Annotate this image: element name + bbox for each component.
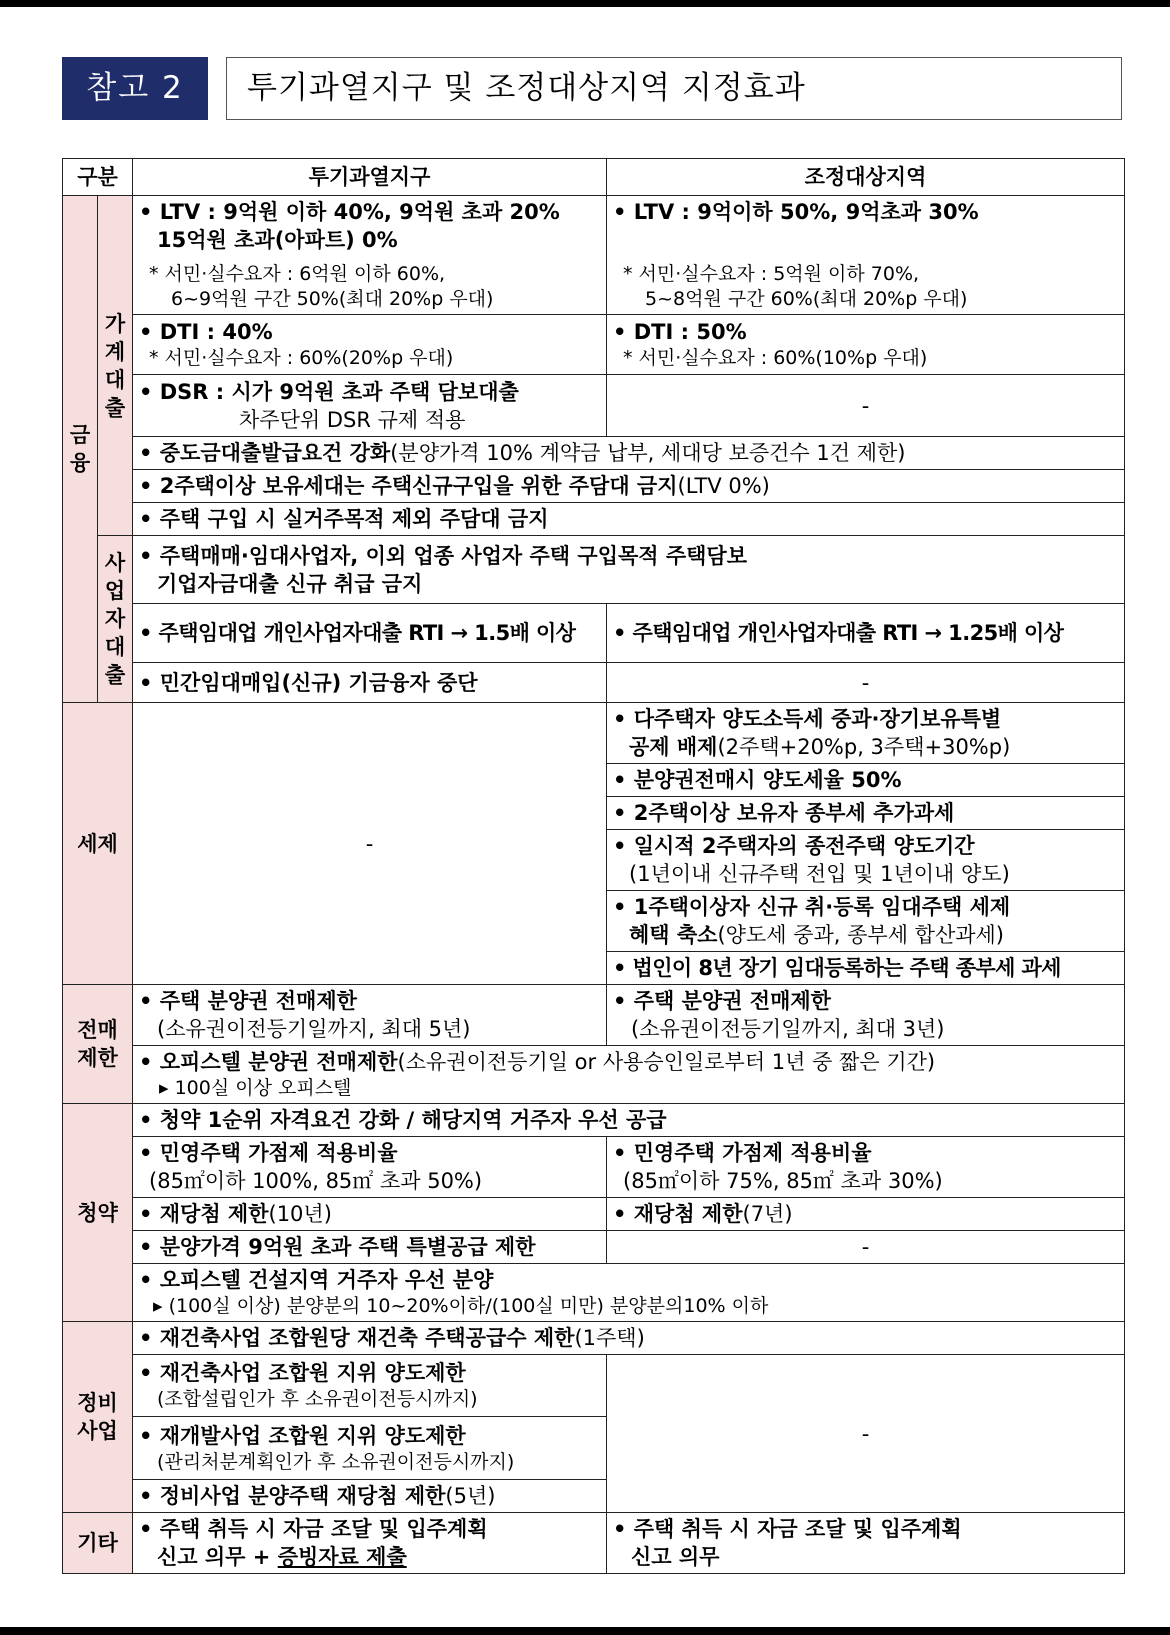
- table-row: [63, 1231, 1125, 1264]
- redevelopment-item-1-bold: • 재건축사업 조합원당 재건축 주택공급수 제한: [139, 1326, 575, 1350]
- rewin-overheated-bold: • 재당첨 제한: [139, 1202, 269, 1226]
- resale-adjustment-line1: • 주택 분양권 전매제한: [613, 989, 831, 1013]
- other-overheated-line2a: 신고 의무 +: [157, 1545, 278, 1569]
- midpayment-bold: • 중도금대출발급요건 강화: [139, 441, 391, 465]
- other-overheated-line1: • 주택 취득 시 자금 조달 및 입주계획: [139, 1517, 488, 1541]
- redevelopment-item-2: [133, 1355, 607, 1417]
- table-row: [63, 1264, 1125, 1322]
- table-row: [63, 1355, 1125, 1417]
- ltv-overheated-note2: 6~9억원 구간 50%(최대 20%p 우대): [171, 288, 494, 310]
- dsr-line1: • DSR : 시가 9억원 초과 주택 담보대출: [139, 379, 519, 404]
- table-row: [63, 375, 1125, 437]
- tax-item-1: [607, 703, 1125, 764]
- table-header-row: [63, 159, 1125, 196]
- table-row: [63, 604, 1125, 663]
- tax-item-4-line2: (1년이내 신규주택 전입 및 1년이내 양도): [629, 862, 1010, 886]
- ltv-overheated: [133, 196, 607, 315]
- dsr-overheated: [133, 375, 607, 437]
- midpayment-loan: [133, 437, 1125, 470]
- special-supply-dash: -: [607, 1231, 1125, 1264]
- rewin-overheated-detail: (10년): [268, 1202, 332, 1226]
- rti-overheated: • 주택임대업 개인사업자대출 RTI → 1.5배 이상: [133, 604, 607, 663]
- tax-item-5-detail: (양도세 중과, 종부세 합산과세): [717, 923, 1005, 947]
- tax-item-5-line1: • 1주택이상자 신규 취·등록 임대주택 세제: [613, 895, 1011, 919]
- redevelopment-item-2-line1: • 재건축사업 조합원 지위 양도제한: [139, 1361, 466, 1385]
- table-row: [63, 663, 1125, 703]
- other-adjustment-line2: 신고 의무: [631, 1545, 720, 1569]
- redevelopment-adjustment-dash: -: [607, 1355, 1125, 1513]
- table-row: [63, 536, 1125, 604]
- tax-item-2: • 분양권전매시 양도세율 50%: [607, 764, 1125, 797]
- subscription-point-adjustment-line1: • 민영주택 가점제 적용비율: [613, 1141, 872, 1165]
- category-other: 기타: [63, 1513, 133, 1574]
- subscription-point-adjustment-line2: (85㎡이하 75%, 85㎡ 초과 30%): [623, 1169, 943, 1193]
- tax-item-5: [607, 891, 1125, 952]
- category-resale: 전매 제한: [63, 985, 133, 1104]
- other-overheated-line2b: 증빙자료 제출: [277, 1545, 407, 1569]
- dti-overheated: [133, 315, 607, 375]
- two-house-bold: • 2주택이상 보유세대는 주택신규구입을 위한 주담대 금지: [139, 474, 678, 498]
- special-supply-limit: • 분양가격 9억원 초과 주택 특별공급 제한: [133, 1231, 607, 1264]
- ltv-overheated-note1: * 서민·실수요자 : 6억원 이하 60%,: [149, 263, 446, 285]
- dti-adjustment: [607, 315, 1125, 375]
- table-row: [63, 1046, 1125, 1104]
- business-loan-line1: • 주택매매·임대사업자, 이외 업종 사업자 주택 구입목적 주택담보: [139, 543, 748, 568]
- table-row: [63, 703, 1125, 764]
- table-row: [63, 1513, 1125, 1574]
- dti-adjustment-note: * 서민·실수요자 : 60%(10%p 우대): [623, 347, 928, 369]
- tax-item-1-line1: • 다주택자 양도소득세 중과·장기보유특별: [613, 707, 1002, 731]
- other-adjustment: [607, 1513, 1125, 1574]
- tax-item-3: • 2주택이상 보유자 종부세 추가과세: [607, 797, 1125, 830]
- officetel-priority-note: ▸ (100실 이상) 분양분의 10~20%이하/(100실 미만) 분양분의10% 이하: [153, 1295, 769, 1317]
- redevelopment-item-3: [133, 1417, 607, 1480]
- bottom-border: [0, 1627, 1170, 1635]
- business-loan-ban: [133, 536, 1125, 604]
- resale-overheated: [133, 985, 607, 1046]
- officetel-priority: [133, 1264, 1125, 1322]
- redevelopment-item-1-detail: (1주택): [574, 1326, 645, 1350]
- reference-badge: 참고 2: [62, 57, 208, 120]
- other-adjustment-line1: • 주택 취득 시 자금 조달 및 입주계획: [613, 1517, 962, 1541]
- redevelopment-item-2-line2: (조합설립인가 후 소유권이전등시까지): [157, 1388, 478, 1410]
- redevelopment-item-4-bold: • 정비사업 분양주택 재당첨 제한: [139, 1484, 446, 1508]
- dti-overheated-line: • DTI : 40%: [139, 320, 273, 344]
- header-gubun: 구분: [63, 159, 133, 196]
- officetel-resale: [133, 1046, 1125, 1104]
- redevelopment-item-4: [133, 1480, 607, 1513]
- tax-item-5-bold: 혜택 축소: [629, 923, 718, 947]
- tax-item-1-bold: 공제 배제: [629, 735, 718, 759]
- tax-item-6: • 법인이 8년 장기 임대등록하는 주택 종부세 과세: [607, 952, 1125, 985]
- rewin-adjustment-detail: (7년): [742, 1202, 793, 1226]
- tax-item-4: [607, 830, 1125, 891]
- private-rental-fund: • 민간임대매입(신규) 기금융자 중단: [133, 663, 607, 703]
- redevelopment-item-4-detail: (5년): [445, 1484, 496, 1508]
- dsr-adjustment-dash: -: [607, 375, 1125, 437]
- ltv-adjustment-note2: 5~8억원 구간 60%(최대 20%p 우대): [645, 288, 968, 310]
- officetel-resale-detail: (소유권이전등기일 or 사용승인일로부터 1년 중 짧은 기간): [397, 1050, 936, 1074]
- category-household-loan: 가 계 대 출: [98, 196, 133, 536]
- table-row: [63, 1104, 1125, 1137]
- top-border: [0, 0, 1170, 7]
- header-overheated-district: 투기과열지구: [133, 159, 607, 196]
- table-row: [63, 1322, 1125, 1355]
- table-row: [63, 985, 1125, 1046]
- tax-item-4-line1: • 일시적 2주택자의 종전주택 양도기간: [613, 834, 975, 858]
- two-house-loan-ban: [133, 470, 1125, 503]
- rewin-overheated: [133, 1198, 607, 1231]
- business-loan-line2: 기업자금대출 신규 취급 금지: [157, 571, 423, 596]
- table-row: [63, 437, 1125, 470]
- ltv-overheated-line1: • LTV : 9억원 이하 40%, 9억원 초과 20%: [139, 200, 560, 224]
- table-row: [63, 470, 1125, 503]
- resale-overheated-line1: • 주택 분양권 전매제한: [139, 989, 357, 1013]
- resale-overheated-line2: (소유권이전등기일까지, 최대 5년): [157, 1017, 471, 1041]
- comparison-table: [62, 158, 1125, 1574]
- officetel-resale-bold: • 오피스텔 분양권 전매제한: [139, 1050, 398, 1074]
- category-redevelopment: 정비 사업: [63, 1322, 133, 1513]
- redevelopment-item-1: [133, 1322, 1125, 1355]
- category-tax: 세제: [63, 703, 133, 985]
- table-row: [63, 315, 1125, 375]
- table-row: [63, 503, 1125, 536]
- subscription-point-overheated: [133, 1137, 607, 1198]
- ltv-overheated-line2: 15억원 초과(아파트) 0%: [157, 228, 398, 252]
- private-rental-dash: -: [607, 663, 1125, 703]
- dti-adjustment-line: • DTI : 50%: [613, 320, 747, 344]
- resale-adjustment: [607, 985, 1125, 1046]
- ltv-adjustment: [607, 196, 1125, 315]
- category-finance: 금 융: [63, 196, 98, 703]
- officetel-resale-note: ▸ 100실 이상 오피스텔: [159, 1077, 352, 1099]
- other-overheated: [133, 1513, 607, 1574]
- table-row: [63, 1198, 1125, 1231]
- ltv-adjustment-line1: • LTV : 9억이하 50%, 9억초과 30%: [613, 200, 979, 224]
- subscription-point-adjustment: [607, 1137, 1125, 1198]
- subscription-point-overheated-line2: (85㎡이하 100%, 85㎡ 초과 50%): [149, 1169, 483, 1193]
- dti-overheated-note: * 서민·실수요자 : 60%(20%p 우대): [149, 347, 454, 369]
- dsr-line2: 차주단위 DSR 규제 적용: [239, 407, 466, 432]
- rewin-adjustment-bold: • 재당첨 제한: [613, 1202, 743, 1226]
- category-business-loan: 사 업 자 대 출: [98, 536, 133, 703]
- tax-item-1-detail: (2주택+20%p, 3주택+30%p): [717, 735, 1011, 759]
- two-house-detail: (LTV 0%): [677, 474, 770, 498]
- subscription-point-overheated-line1: • 민영주택 가점제 적용비율: [139, 1141, 398, 1165]
- rewin-adjustment: [607, 1198, 1125, 1231]
- redevelopment-item-3-line1: • 재개발사업 조합원 지위 양도제한: [139, 1423, 466, 1448]
- midpayment-detail: (분양가격 10% 계약금 납부, 세대당 보증건수 1건 제한): [390, 441, 906, 465]
- subscription-item-1: • 청약 1순위 자격요건 강화 / 해당지역 거주자 우선 공급: [133, 1104, 1125, 1137]
- redevelopment-item-3-line2: (관리처분계획인가 후 소유권이전등시까지): [157, 1450, 515, 1473]
- table-row: [63, 1137, 1125, 1198]
- officetel-priority-line: • 오피스텔 건설지역 거주자 우선 분양: [139, 1268, 494, 1292]
- header-adjustment-area: 조정대상지역: [607, 159, 1125, 196]
- table-row: [63, 196, 1125, 315]
- tax-overheated-dash: -: [133, 703, 607, 985]
- rti-adjustment: • 주택임대업 개인사업자대출 RTI → 1.25배 이상: [607, 604, 1125, 663]
- resale-adjustment-line2: (소유권이전등기일까지, 최대 3년): [631, 1017, 945, 1041]
- residence-loan-ban: • 주택 구입 시 실거주목적 제외 주담대 금지: [133, 503, 1125, 536]
- page-title: 투기과열지구 및 조정대상지역 지정효과: [226, 57, 1122, 120]
- ltv-adjustment-note1: * 서민·실수요자 : 5억원 이하 70%,: [623, 263, 920, 285]
- category-subscription: 청약: [63, 1104, 133, 1322]
